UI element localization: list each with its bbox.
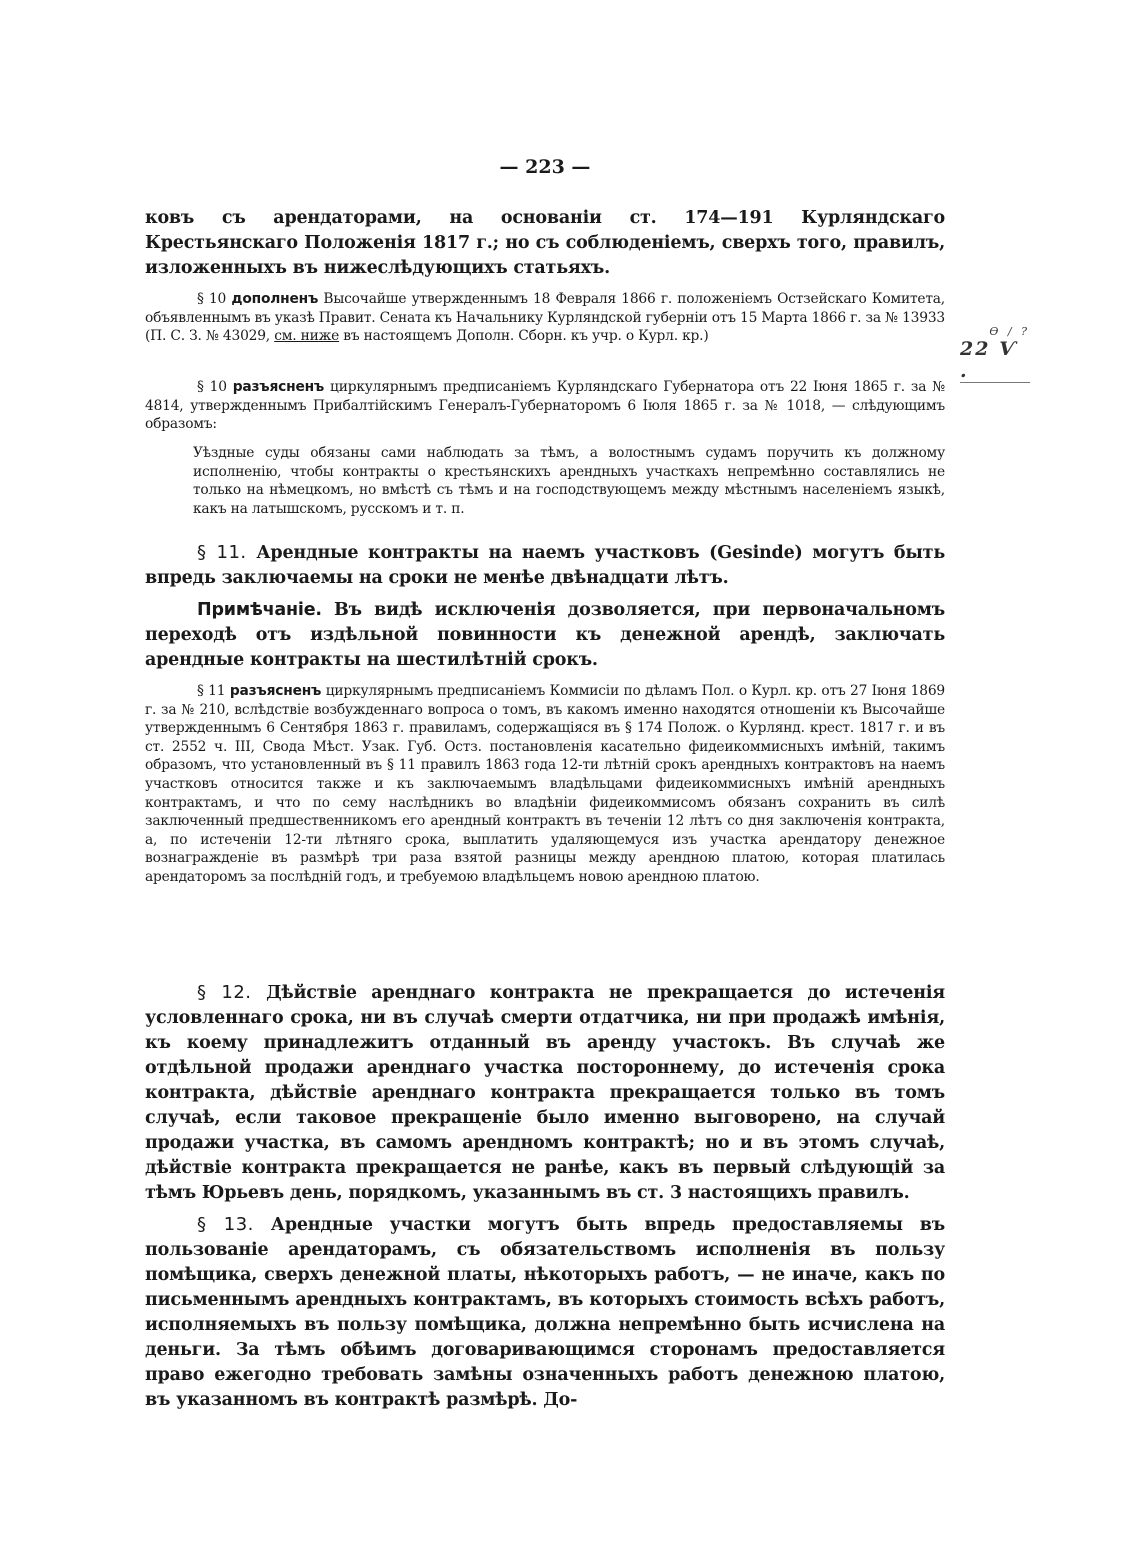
note-text-tail: въ настоящемъ Дополн. Сборн. къ учр. о Курл. кр.) xyxy=(339,328,709,345)
note-text: циркулярнымъ предписаніемъ Коммисіи по дѣламъ Пол. о Курл. кр. отъ 27 Іюня 1869 г. за № 210, вслѣдствіе возбужденнаго вопроса о томъ, въ какомъ именно находятся отношеніи къ Высочайше утвержденнымъ 6 Сентября 1863 г. правиламъ, содержащіяся въ § 174 Полож. о Курлянд. крест. 1817 г. и въ ст. 2552 ч. III, Свода Мѣст. Узак. Губ. Остз. постановленія касательно фидеикоммисныхъ имѣній, такимъ образомъ, что установленный въ § 11 правилъ 1863 года 12-ти лѣтній срокъ арендныхъ контрактовъ на наемъ участковъ относится также и къ заключаемымъ владѣльцами фидеикоммисныхъ имѣній арендныхъ контрактамъ, и что по сему наслѣдникъ во владѣніи фидеикоммисомъ обязанъ сохранить въ силѣ заключенный предшественникомъ его арендный контрактъ въ теченіи 12 лѣтъ со дня заключенія контракта, а, по истеченіи 12-ти лѣтняго срока, выплатить удаляющемуся изъ участка арендатору денежное вознагражденіе въ размѣрѣ три раза взятой разницы между арендною платою, которая платилась арендаторомъ за послѣдній годъ, и требуемою владѣльцемъ новою арендною платою. xyxy=(145,683,945,885)
note-text: циркулярнымъ предписаніемъ Курляндскаго Губернатора отъ 22 Іюня 1865 г. за № 4814, утвержденнымъ Прибалтійскимъ Генералъ-Губернаторомъ 6 Іюля 1865 г. за № 1018, — слѣдующимъ образомъ: xyxy=(145,379,945,433)
note-tag: разъясненъ xyxy=(229,683,322,699)
see-below-reference: см. ниже xyxy=(274,328,340,345)
section-number: § 11. xyxy=(197,542,247,563)
note-tag: дополненъ xyxy=(231,291,319,307)
section-number: § 12. xyxy=(197,982,252,1003)
page-number: — 223 — xyxy=(499,156,591,178)
note-11-clarification xyxy=(145,682,945,887)
section-text: Дѣйствіе аренднаго контракта не прекращается до истеченія условленнаго срока, ни въ случаѣ смерти отдатчика, ни при продажѣ имѣнія, къ коему принадлежитъ отданный въ аренду участокъ. Въ случаѣ же отдѣльной продажи аренднаго участка постороннему, до истеченія срока контракта, дѣйствіе аренднаго контракта прекращается только въ томъ случаѣ, если таковое прекращеніе было именно выговорено, на случай продажи участка, въ самомъ арендномъ контрактѣ; но и въ этомъ случаѣ, дѣйствіе контракта прекращается не ранѣе, какъ въ первый слѣдующій за тѣмъ Юрьевъ день, порядкомъ, указаннымъ въ ст. 3 настоящихъ правилъ. xyxy=(145,983,945,1203)
section-number: § 13. xyxy=(197,1214,254,1235)
section-12 xyxy=(145,980,945,1206)
section-13 xyxy=(145,1212,945,1413)
remark-paragraph xyxy=(145,598,945,673)
section-text: Арендные контракты на наемъ участковъ (Gesinde) могутъ быть впредь заключаемы на сроки не менѣе двѣнадцати лѣтъ. xyxy=(145,543,945,588)
section-11 xyxy=(145,540,945,591)
note-lead: § 11 xyxy=(197,683,226,699)
section-text: Арендные участки могутъ быть впредь предоставляемы въ пользованіе арендаторамъ, съ обязательствомъ исполненія въ пользу помѣщика, сверхъ денежной платы, нѣкоторыхъ работъ, — не иначе, какъ по письменнымъ арендныхъ контрактамъ, въ которыхъ стоимость всѣхъ работъ, исполняемыхъ въ пользу помѣщика, должна непремѣнно быть исчислена на деньги. За тѣмъ обѣимъ договаривающимся сторонамъ предоставляется право ежегодно требовать замѣны означенныхъ работъ денежною платою, въ указанномъ въ контрактѣ размѣрѣ. До- xyxy=(145,1215,945,1410)
remark-text: Въ видѣ исключенія дозволяется, при первоначальномъ переходѣ отъ издѣльной повинности къ денежной арендѣ, заключать арендные контракты на шестилѣтній срокъ. xyxy=(145,600,945,670)
note-text: Высочайше утвержденнымъ 18 Февраля 1866 г. положеніемъ Остзейскаго Комитета, объявленнымъ въ указѣ Правит. Сената къ Начальнику Курляндской губерніи отъ 15 Марта 1866 г. за № 13933 (П. С. З. № 43029, xyxy=(145,291,945,345)
margin-note-main: 22 Ѵ . xyxy=(960,338,1030,383)
remark-label: Примѣчаніе. xyxy=(197,600,322,620)
note-10-quote: Уѣздные суды обязаны сами наблюдать за тѣмъ, а волостнымъ судамъ поручить къ должному исполненію, чтобы контракты о крестьянскихъ арендныхъ участкахъ непремѣнно составлялись не только на нѣмецкомъ, но вмѣстѣ съ тѣмъ и на господствующемъ между мѣстнымъ населеніемъ языкѣ, какъ на латышскомъ, русскомъ и т. п. xyxy=(193,445,945,517)
note-10-supplement xyxy=(145,290,945,346)
handwritten-margin-note xyxy=(960,325,1030,383)
note-lead: § 10 xyxy=(197,291,227,307)
opening-paragraph: ковъ съ арендаторами, на основаніи ст. 174—191 Курляндскаго Крестьянскаго Положенія 1817 г.; но съ соблюденіемъ, сверхъ того, правилъ, изложенныхъ въ нижеслѣдующихъ статьяхъ. xyxy=(145,208,945,278)
note-lead: § 10 xyxy=(197,379,227,395)
note-10-clarification xyxy=(145,378,945,434)
note-tag: разъясненъ xyxy=(232,379,325,395)
margin-note-top: Ѳ / ? xyxy=(989,325,1030,338)
